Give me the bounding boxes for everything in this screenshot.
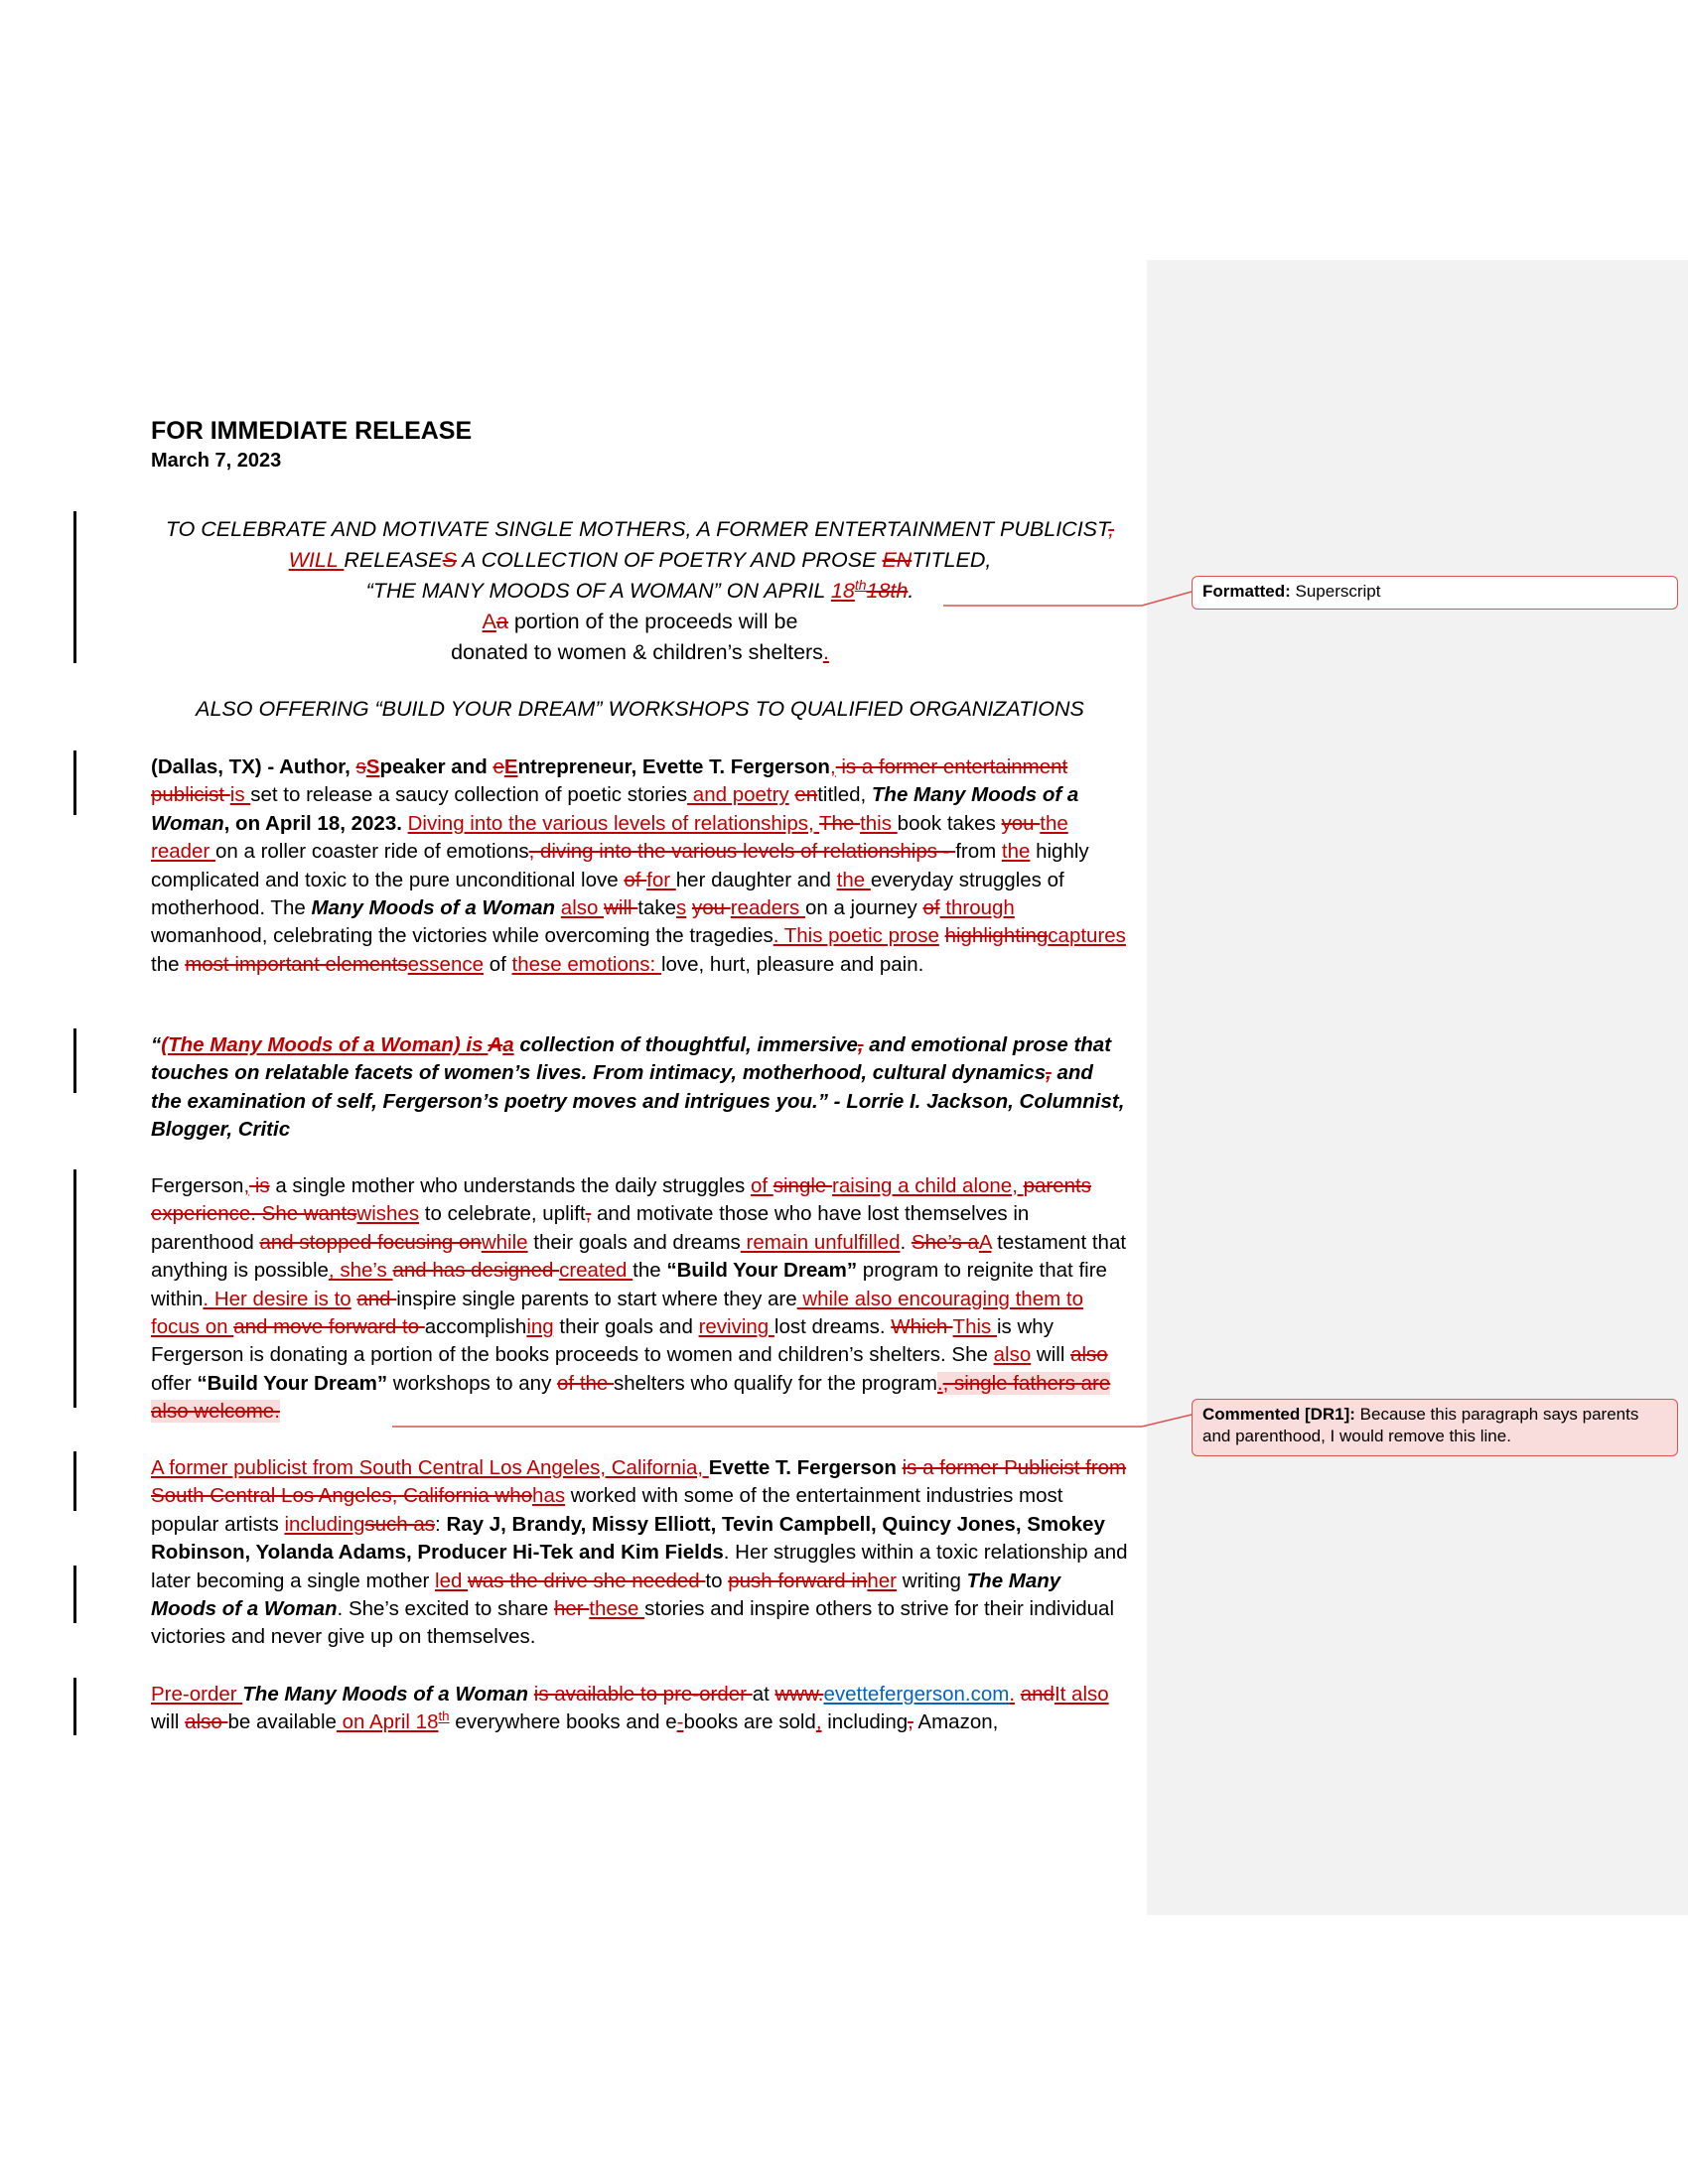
text-run: reviving	[698, 1315, 774, 1339]
text-run: Because this paragraph says parents and parenthood, I would remove this line.	[1202, 1405, 1639, 1445]
text-run: book takes	[897, 811, 1002, 835]
text-run: “	[151, 1033, 162, 1056]
text-run: these	[589, 1597, 645, 1621]
text-run: including	[821, 1710, 909, 1734]
text-run: The Many Moods of a Woman	[242, 1683, 529, 1706]
text-run: , single fathers are also welcome.	[151, 1371, 1111, 1424]
text-run: ,	[908, 1710, 914, 1734]
text-run: Amazon,	[913, 1710, 999, 1734]
text-run: “Build Your Dream”	[666, 1259, 858, 1283]
text-run: designed	[471, 1259, 560, 1283]
text-run: Evette T. Fergerson	[708, 1456, 897, 1479]
text-run: .	[936, 1371, 943, 1395]
text-run: a	[502, 1033, 514, 1056]
text-run: and motivate those who have lost themselves in parenthood	[151, 1202, 1030, 1254]
text-run: on April 18	[336, 1710, 439, 1734]
text-run: EN	[882, 548, 913, 572]
text-run: is	[229, 783, 251, 807]
text-run: to celebrate, uplift	[419, 1202, 586, 1226]
text-run: program to reignite that fire within	[151, 1259, 1107, 1310]
text-run: has	[532, 1484, 566, 1508]
text-run: wishes	[356, 1202, 420, 1226]
text-run: you	[1001, 811, 1041, 835]
text-run: their goals and	[553, 1315, 699, 1339]
text-run: of	[750, 1174, 774, 1197]
text-run: ntrepreneur, Evette T. Fergerson	[517, 755, 830, 778]
text-run: everyday struggles of motherhood. The	[151, 868, 1064, 920]
text-run: s	[355, 755, 366, 778]
text-run: The Many Moods of a Woman	[151, 783, 1079, 835]
text-run: 18th	[866, 579, 909, 603]
text-run: ,	[1108, 517, 1115, 541]
formatted-balloon[interactable]	[1192, 576, 1678, 610]
text-run: the reader	[151, 811, 1068, 864]
text-run: love, hurt, pleasure and pain.	[660, 952, 924, 976]
text-run: remain unfulfilled	[740, 1230, 901, 1254]
text-run: :	[435, 1512, 447, 1536]
text-run: of	[484, 952, 512, 976]
text-run: A	[488, 1033, 503, 1056]
text-run: , she’s	[328, 1259, 393, 1283]
text-run: -	[676, 1710, 684, 1734]
text-run: while	[481, 1230, 528, 1254]
text-run: the	[633, 1259, 667, 1283]
release-label: FOR IMMEDIATE RELEASE	[151, 417, 473, 445]
text-run: e	[492, 755, 504, 778]
text-run: Superscript	[1290, 582, 1381, 601]
text-run: on a roller coaster ride of emotions	[214, 840, 529, 864]
text-run: is a former entertainment publicist	[151, 755, 1068, 807]
text-run: . Her desire is to	[203, 1287, 352, 1310]
comment-balloon[interactable]	[1192, 1399, 1678, 1456]
text-run: She’s a	[911, 1230, 979, 1254]
text-run: her	[867, 1569, 898, 1592]
text-run: ,	[857, 1033, 864, 1056]
text-run: while also encouraging them to focus on	[151, 1287, 1083, 1339]
text-run: books are sold	[683, 1710, 816, 1734]
text-run: is why Fergerson is donating a portion of the books proceeds to women and children’s shelters. She	[151, 1315, 1054, 1367]
text-run: inspire single parents to start where they are	[396, 1287, 797, 1310]
text-run: This	[952, 1315, 997, 1339]
text-run: single	[773, 1174, 833, 1197]
text-run: accomplish	[424, 1315, 527, 1339]
text-run: s	[676, 896, 687, 920]
text-run: led	[435, 1569, 469, 1592]
text-run: and the examination of self, Fergerson’s poetry moves and intrigues you.” - Lorrie I. Jackson, Columnist, Blogger, Critic	[151, 1061, 1125, 1142]
text-run: including	[284, 1512, 365, 1536]
text-run: the	[836, 868, 871, 891]
text-run: en	[794, 783, 818, 807]
text-run: to	[705, 1569, 729, 1592]
text-run: essence	[407, 952, 485, 976]
text-run: Diving into the various levels of relationships,	[407, 811, 820, 835]
text-run: .	[908, 579, 914, 603]
text-run: be available	[227, 1710, 337, 1734]
text-run: will	[151, 1710, 186, 1734]
text-run: through	[939, 896, 1015, 920]
text-run: her daughter and	[675, 868, 837, 891]
text-run: ,	[815, 1710, 822, 1734]
text-run: will	[1031, 1343, 1071, 1367]
text-run: ,	[243, 1174, 250, 1197]
text-run: E	[503, 755, 518, 778]
text-run: portion of the proceeds will be	[507, 610, 798, 633]
text-run: highly complicated and toxic to the pure unconditional love	[151, 840, 1089, 891]
text-run: th	[438, 1708, 450, 1724]
text-run: peaker and	[379, 755, 493, 778]
text-run: these emotions:	[511, 952, 661, 976]
text-run: also	[185, 1710, 228, 1734]
text-run: Ray J, Brandy, Missy Elliott, Tevin Campbell, Quincy Jones, Smokey Robinson, Yolanda Adams, Producer Hi-Tek and Kim Fields	[151, 1512, 1105, 1565]
text-run: womanhood, celebrating the victories while overcoming the tragedies	[151, 924, 774, 948]
text-run: shelters who qualify for the program	[614, 1371, 937, 1395]
text-run: .	[822, 640, 829, 664]
text-run: of the	[557, 1371, 615, 1395]
text-run: captures	[1048, 924, 1126, 948]
text-run: and stopped focusing on	[259, 1230, 482, 1254]
text-run: ,	[1046, 1061, 1052, 1085]
text-run: .	[1009, 1683, 1016, 1706]
text-run: ,	[829, 755, 836, 778]
text-run: also	[1070, 1343, 1108, 1367]
text-run: The Many Moods of a Woman	[151, 1569, 1061, 1621]
text-run: , diving into the various levels of relationships -	[528, 840, 956, 864]
text-run: S	[442, 548, 457, 572]
text-run: created	[559, 1259, 633, 1283]
text-run: also	[560, 896, 605, 920]
text-run: you	[691, 896, 731, 920]
text-run: and	[1020, 1683, 1055, 1706]
text-run: and emotional prose that touches on relatable facets of women’s lives. From intimacy, motherhood, cultural dynamics	[151, 1033, 1112, 1085]
text-run: most important elements	[185, 952, 408, 976]
text-run: at	[752, 1683, 775, 1706]
text-run: Which	[891, 1315, 953, 1339]
text-run: is a former Publicist from South Central Los Angeles, California who	[151, 1456, 1127, 1508]
text-run: a	[495, 610, 508, 633]
text-run: 18	[830, 579, 855, 603]
text-run: offer	[151, 1371, 198, 1395]
text-run: is available to pre-order	[533, 1683, 753, 1706]
text-run: . This poetic prose	[773, 924, 939, 948]
text-run: readers	[730, 896, 805, 920]
text-run: “THE MANY MOODS OF A WOMAN” ON APRIL	[365, 579, 831, 603]
text-run: testament that anything is possible	[151, 1230, 1127, 1283]
text-run: RELEASE	[344, 548, 443, 572]
text-run: of	[922, 896, 940, 920]
text-run: A	[482, 610, 496, 633]
text-run: It also	[1054, 1683, 1109, 1706]
release-date: March 7, 2023	[151, 450, 282, 472]
text-run: A COLLECTION OF POETRY AND PROSE	[456, 548, 883, 572]
text-run: and poetry	[687, 783, 789, 807]
text-run: collection of thoughtful, immersive	[513, 1033, 858, 1056]
text-run: TITLED,	[912, 548, 992, 572]
text-run: WILL	[288, 548, 345, 572]
text-run: everywhere books and e	[449, 1710, 677, 1734]
text-run: highlighting	[944, 924, 1049, 948]
text-run: set to release a saucy collection of poetic stories	[250, 783, 688, 807]
text-run: TO CELEBRATE AND MOTIVATE SINGLE MOTHERS, A FORMER ENTERTAINMENT PUBLICIST	[165, 517, 1109, 541]
text-run: th	[854, 576, 867, 593]
text-run: (Dallas, TX) - Author,	[151, 755, 356, 778]
text-run: push forward in	[728, 1569, 868, 1592]
text-run: Fergerson	[151, 1174, 244, 1197]
text-run: a single mother who understands the daily struggles	[269, 1174, 751, 1197]
text-run: their goals and dreams	[527, 1230, 741, 1254]
website-link[interactable]: evettefergerson.com	[823, 1683, 1010, 1706]
text-run: will	[604, 896, 638, 920]
text-run: and	[356, 1287, 397, 1310]
text-run: also	[993, 1343, 1032, 1367]
text-run: Many Moods of a Woman	[311, 896, 556, 920]
text-run: S	[365, 755, 380, 778]
text-run: Commented [DR1]:	[1202, 1405, 1355, 1424]
text-run: from	[955, 840, 1002, 864]
text-run: The	[819, 811, 861, 835]
text-run: her	[553, 1597, 590, 1621]
text-run: . Her struggles within a toxic relationship and later becoming a single mother	[151, 1541, 1128, 1592]
text-run: A	[978, 1230, 992, 1254]
text-run: the	[1001, 840, 1031, 864]
text-run: was the drive she needed	[468, 1569, 706, 1592]
text-run: stories and inspire others to strive for their individual victories and never give up on themselves.	[151, 1597, 1115, 1649]
text-run: this	[860, 811, 898, 835]
text-run: . She’s excited to share	[337, 1597, 554, 1621]
subheadline: ALSO OFFERING “BUILD YOUR DREAM” WORKSHOPS TO QUALIFIED ORGANIZATIONS	[196, 697, 1084, 721]
text-run: worked with some of the entertainment industries most popular artists	[151, 1484, 1063, 1536]
text-run: Pre-order	[151, 1683, 243, 1706]
text-run: , on April 18, 2023.	[223, 811, 402, 835]
text-run: lost dreams.	[774, 1315, 892, 1339]
text-run: “Build Your Dream”	[197, 1371, 388, 1395]
text-run: such as	[364, 1512, 436, 1536]
text-run: for	[646, 868, 676, 891]
text-run: .	[900, 1230, 912, 1254]
text-run: ing	[526, 1315, 554, 1339]
text-run: and move forward to	[233, 1315, 425, 1339]
text-run: on a journey	[804, 896, 923, 920]
text-run: Formatted:	[1202, 582, 1291, 601]
text-run: of	[624, 868, 647, 891]
text-run: the	[151, 952, 186, 976]
text-run: (The Many Moods of a Woman) is	[161, 1033, 489, 1056]
text-run: titled,	[817, 783, 872, 807]
text-run: A former publicist from South Central Los Angeles, California,	[151, 1456, 709, 1479]
text-run: parents experience. She wants	[151, 1174, 1091, 1226]
text-run: writing	[897, 1569, 967, 1592]
text-run: donated to women & children’s shelters	[451, 640, 823, 664]
text-run: take	[637, 896, 677, 920]
text-run: raising a child alone,	[832, 1174, 1024, 1197]
text-run: and has	[392, 1259, 472, 1283]
text-run: ,	[585, 1202, 592, 1226]
text-run: www.	[774, 1683, 824, 1706]
text-run: is	[249, 1174, 270, 1197]
text-run: workshops to any	[387, 1371, 558, 1395]
